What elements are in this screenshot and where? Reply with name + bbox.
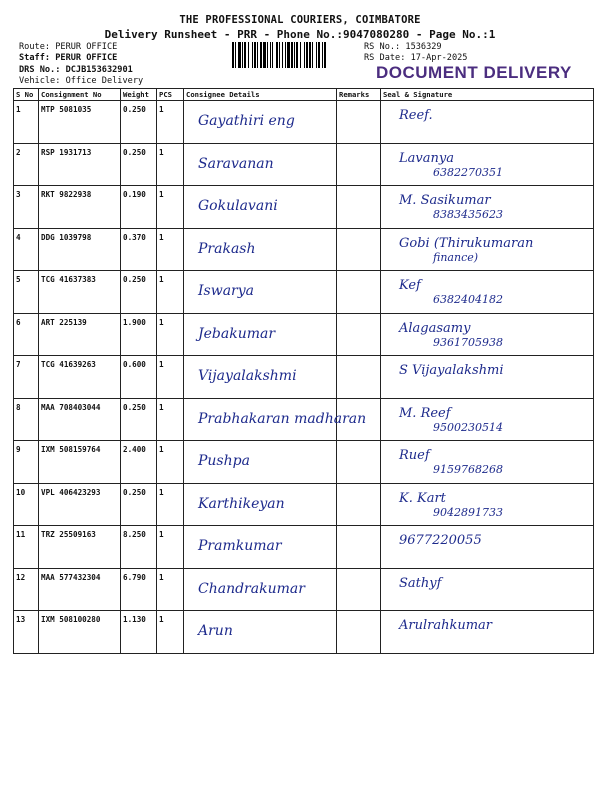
- company-title: THE PROFESSIONAL COURIERS, COIMBATORE: [179, 14, 421, 26]
- table-row: [14, 398, 594, 441]
- consignment-cell: TCG 41637383: [39, 271, 121, 314]
- signature-handwriting: Gobi (Thirukumaran: [399, 235, 534, 251]
- sno-cell: 1: [14, 101, 39, 144]
- col-pcs: PCS: [157, 89, 184, 101]
- consignment-cell: DDG 1039798: [39, 228, 121, 271]
- remarks-cell: [337, 568, 381, 611]
- signature-cell: [381, 186, 594, 229]
- barcode: [232, 42, 358, 68]
- sno-cell: 9: [14, 441, 39, 484]
- pcs-cell: 1: [157, 101, 184, 144]
- signature-handwriting: Reef.: [399, 108, 433, 123]
- sno-cell: 13: [14, 611, 39, 654]
- consignee-handwriting: Prakash: [198, 240, 256, 257]
- pcs-cell: 1: [157, 143, 184, 186]
- weight-cell: 0.250: [121, 483, 157, 526]
- col-weight: Weight: [121, 89, 157, 101]
- remarks-cell: [337, 313, 381, 356]
- table-row: [14, 143, 594, 186]
- signature-phone-note: 9159768268: [433, 463, 503, 476]
- sno-cell: 12: [14, 568, 39, 611]
- consignment-cell: TRZ 25509163: [39, 526, 121, 569]
- sno-cell: 6: [14, 313, 39, 356]
- table-row: [14, 186, 594, 229]
- weight-cell: 1.900: [121, 313, 157, 356]
- consignee-handwriting: Saravanan: [198, 155, 274, 172]
- signature-handwriting: Lavanya: [399, 150, 454, 166]
- consignment-cell: MAA 708403044: [39, 398, 121, 441]
- consignee-handwriting: Chandrakumar: [198, 580, 305, 597]
- consignee-handwriting: Gokulavani: [198, 198, 278, 214]
- signature-phone-note: 9361705938: [433, 335, 503, 349]
- sno-cell: 7: [14, 356, 39, 399]
- consignment-cell: IXM 508159764: [39, 441, 121, 484]
- weight-cell: 0.190: [121, 186, 157, 229]
- signature-cell: [381, 356, 594, 399]
- signature-phone-note: 6382404182: [433, 293, 503, 306]
- signature-cell: [381, 313, 594, 356]
- consignment-cell: IXM 508100280: [39, 611, 121, 654]
- runsheet-table: [13, 88, 594, 654]
- signature-cell: [381, 568, 594, 611]
- pcs-cell: 1: [157, 611, 184, 654]
- consignee-handwriting: Arun: [198, 623, 233, 639]
- consignment-cell: MTP 5081035: [39, 101, 121, 144]
- consignee-cell: [184, 313, 337, 356]
- signature-phone-note: 8383435623: [433, 208, 503, 221]
- pcs-cell: 1: [157, 526, 184, 569]
- consignee-cell: [184, 143, 337, 186]
- pcs-cell: 1: [157, 398, 184, 441]
- signature-cell: [381, 611, 594, 654]
- remarks-cell: [337, 441, 381, 484]
- table-row: [14, 356, 594, 399]
- consignee-handwriting: Pramkumar: [198, 538, 282, 554]
- consignee-cell: [184, 526, 337, 569]
- remarks-cell: [337, 101, 381, 144]
- col-sno: S No: [14, 89, 39, 101]
- runsheet-title: Delivery Runsheet - PRR - Phone No.:9047080280 - Page No.:1: [104, 28, 496, 41]
- col-consignment: Consignment No: [39, 89, 121, 101]
- table-row: [14, 568, 594, 611]
- signature-cell: [381, 441, 594, 484]
- weight-cell: 0.250: [121, 398, 157, 441]
- col-remarks: Remarks: [337, 89, 381, 101]
- signature-handwriting: S Vijayalakshmi: [399, 363, 504, 378]
- weight-cell: 0.250: [121, 143, 157, 186]
- consignee-cell: [184, 568, 337, 611]
- signature-handwriting: M. Sasikumar: [399, 193, 491, 208]
- pcs-cell: 1: [157, 441, 184, 484]
- table-row: [14, 483, 594, 526]
- consignment-cell: ART 225139: [39, 313, 121, 356]
- signature-cell: [381, 398, 594, 441]
- consignee-cell: [184, 186, 337, 229]
- consignee-handwriting: Gayathiri eng: [198, 113, 295, 129]
- table-row: [14, 228, 594, 271]
- signature-cell: [381, 271, 594, 314]
- consignee-cell: [184, 356, 337, 399]
- weight-cell: 0.370: [121, 228, 157, 271]
- sno-cell: 8: [14, 398, 39, 441]
- remarks-cell: [337, 228, 381, 271]
- weight-cell: 1.130: [121, 611, 157, 654]
- sno-cell: 5: [14, 271, 39, 314]
- consignee-handwriting: Jebakumar: [198, 325, 276, 342]
- consignee-handwriting: Karthikeyan: [198, 495, 285, 512]
- sno-cell: 10: [14, 483, 39, 526]
- signature-cell: [381, 228, 594, 271]
- signature-phone-note: 6382270351: [433, 165, 503, 179]
- weight-cell: 2.400: [121, 441, 157, 484]
- weight-cell: 6.790: [121, 568, 157, 611]
- signature-handwriting: M. Reef: [399, 405, 451, 421]
- table-row: [14, 313, 594, 356]
- table-row: [14, 441, 594, 484]
- pcs-cell: 1: [157, 271, 184, 314]
- signature-handwriting: K. Kart: [399, 490, 446, 506]
- consignment-cell: VPL 406423293: [39, 483, 121, 526]
- remarks-cell: [337, 611, 381, 654]
- table-row: [14, 526, 594, 569]
- signature-cell: [381, 526, 594, 569]
- vehicle-label: Vehicle: Office Delivery: [19, 76, 144, 86]
- consignee-handwriting: Prabhakaran madharan: [198, 410, 367, 427]
- consignee-cell: [184, 441, 337, 484]
- signature-handwriting: Kef: [399, 278, 421, 293]
- pcs-cell: 1: [157, 568, 184, 611]
- signature-handwriting: Ruef: [399, 448, 430, 463]
- consignment-cell: RKT 9822938: [39, 186, 121, 229]
- signature-cell: [381, 143, 594, 186]
- weight-cell: 0.250: [121, 101, 157, 144]
- signature-phone-note: 9500230514: [433, 420, 503, 434]
- consignment-cell: MAA 577432304: [39, 568, 121, 611]
- sno-cell: 2: [14, 143, 39, 186]
- table-header-row: [14, 89, 594, 101]
- signature-phone-note: finance): [433, 250, 479, 264]
- signature-handwriting: Arulrahkumar: [399, 618, 493, 633]
- sno-cell: 4: [14, 228, 39, 271]
- staff-label: Staff: PERUR OFFICE: [19, 53, 118, 63]
- consignment-cell: TCG 41639263: [39, 356, 121, 399]
- remarks-cell: [337, 483, 381, 526]
- col-signature: Seal & Signature: [381, 89, 594, 101]
- weight-cell: 0.600: [121, 356, 157, 399]
- consignee-handwriting: Pushpa: [198, 453, 250, 469]
- sno-cell: 3: [14, 186, 39, 229]
- weight-cell: 0.250: [121, 271, 157, 314]
- rs-date: RS Date: 17-Apr-2025: [364, 53, 468, 63]
- consignee-handwriting: Vijayalakshmi: [198, 368, 297, 384]
- pcs-cell: 1: [157, 186, 184, 229]
- weight-cell: 8.250: [121, 526, 157, 569]
- pcs-cell: 1: [157, 356, 184, 399]
- consignee-cell: [184, 101, 337, 144]
- consignee-cell: [184, 228, 337, 271]
- rs-number: RS No.: 1536329: [364, 42, 442, 52]
- consignee-cell: [184, 611, 337, 654]
- remarks-cell: [337, 143, 381, 186]
- drs-label: DRS No.: DCJB153632901: [19, 65, 133, 75]
- route-label: Route: PERUR OFFICE: [19, 42, 118, 52]
- barcode-bar: [324, 42, 326, 68]
- signature-cell: [381, 483, 594, 526]
- remarks-cell: [337, 356, 381, 399]
- table-row: [14, 611, 594, 654]
- consignee-handwriting: Iswarya: [198, 283, 254, 299]
- pcs-cell: 1: [157, 313, 184, 356]
- signature-phone-note: 9042891733: [433, 505, 503, 519]
- col-consignee: Consignee Details: [184, 89, 337, 101]
- remarks-cell: [337, 186, 381, 229]
- sno-cell: 11: [14, 526, 39, 569]
- signature-handwriting: Alagasamy: [399, 320, 471, 336]
- table-row: [14, 101, 594, 144]
- consignee-cell: [184, 271, 337, 314]
- signature-handwriting: Sathyf: [399, 575, 442, 591]
- table-row: [14, 271, 594, 314]
- remarks-cell: [337, 526, 381, 569]
- consignment-cell: RSP 1931713: [39, 143, 121, 186]
- consignee-cell: [184, 398, 367, 441]
- signature-cell: [381, 101, 594, 144]
- pcs-cell: 1: [157, 228, 184, 271]
- pcs-cell: 1: [157, 483, 184, 526]
- consignee-cell: [184, 483, 337, 526]
- signature-handwriting: 9677220055: [399, 533, 482, 548]
- remarks-cell: [337, 271, 381, 314]
- document-delivery-stamp: DOCUMENT DELIVERY: [376, 63, 572, 82]
